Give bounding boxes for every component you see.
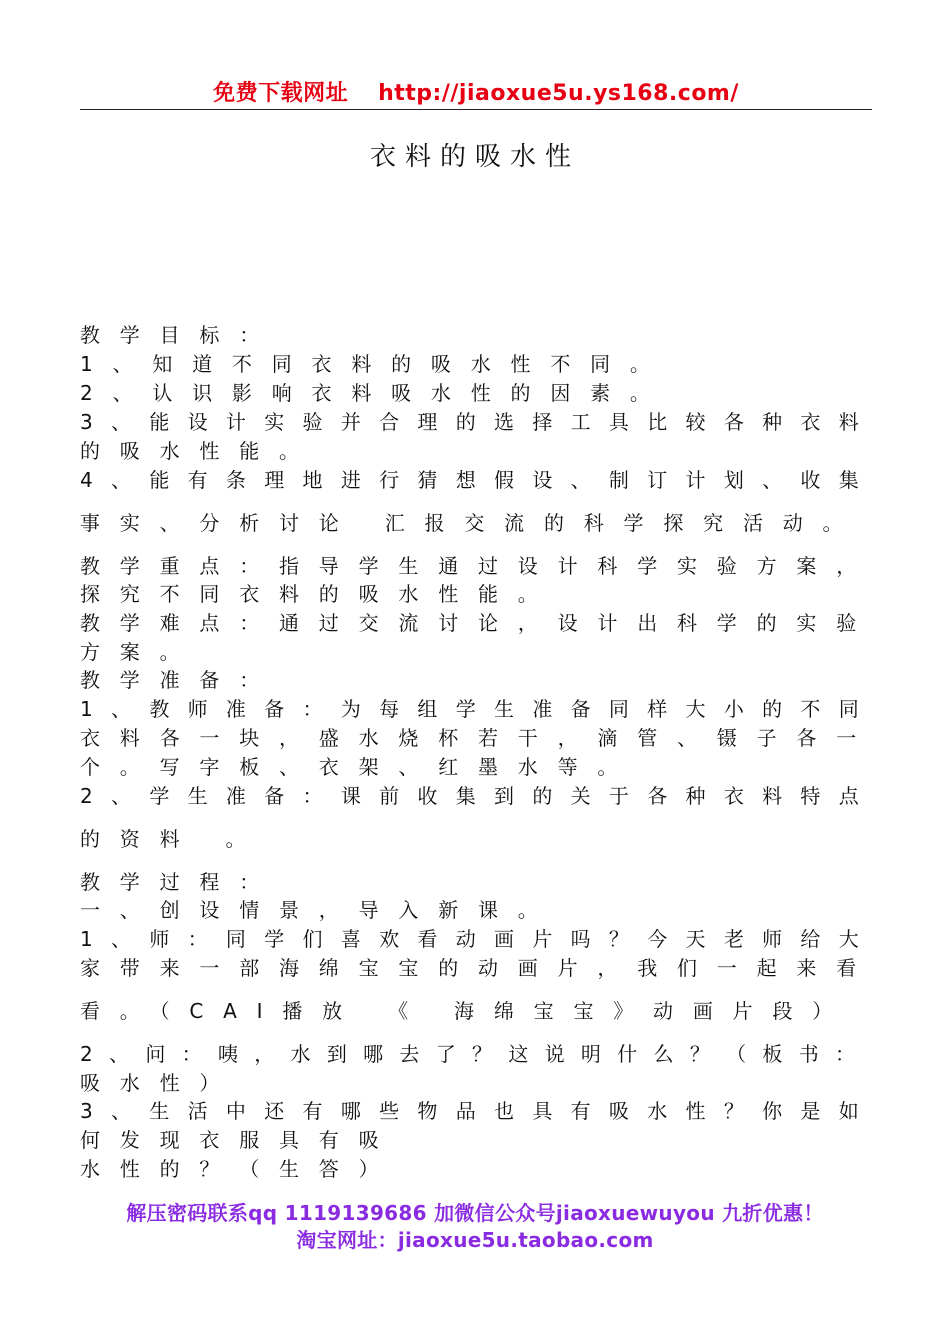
text-line: 衣料各一块，盛水烧杯若干，滴管、镊子各一 <box>80 726 876 750</box>
text-line: 的资料 。 <box>80 827 266 851</box>
text-line: 3、能设计实验并合理的选择工具比较各种衣料 <box>80 410 878 434</box>
text-line-key-points: 教学重点：指导学生通过设计科学实验方案， <box>80 554 876 578</box>
text-line: 水性的？（生答） <box>80 1157 399 1181</box>
text-line: 1、师：同学们喜欢看动画片吗？今天老师给大 <box>80 927 878 951</box>
text-line: 何发现衣服具有吸 <box>80 1128 399 1152</box>
text-line-difficulties: 教学难点：通过交流讨论，设计出科学的实验 <box>80 611 876 635</box>
text-line: 方案。 <box>80 640 200 664</box>
text-line-objectives-heading: 教学目标： <box>80 323 279 347</box>
header-url-link[interactable]: http://jiaoxue5u.ys168.com/ <box>378 81 739 106</box>
footer-shop-link[interactable]: 淘宝网址：jiaoxue5u.taobao.com <box>296 1228 654 1252</box>
text-line: 2、认识影响衣料吸水性的因素。 <box>80 381 670 405</box>
text-line: 家带来一部海绵宝宝的动画片，我们一起来看 <box>80 956 876 980</box>
text-line: 2、学生准备：课前收集到的关于各种衣料特点 <box>80 784 878 808</box>
document-title: 衣料的吸水性 <box>369 142 580 172</box>
text-line: 探究不同衣料的吸水性能。 <box>80 582 558 606</box>
text-line: 1、知道不同衣料的吸水性不同。 <box>80 352 670 376</box>
text-line: 事实、分析讨论 汇报交流的科学探究活动。 <box>80 511 863 535</box>
text-line: 看。（CAI播放 《 海绵宝宝》动画片段） <box>80 999 853 1023</box>
text-line: 2、问：咦，水到哪去了？这说明什么？（板书： <box>80 1042 872 1066</box>
text-line: 吸水性） <box>80 1071 240 1095</box>
text-line-process-heading: 教学过程： <box>80 870 279 894</box>
text-line: 个。写字板、衣架、红墨水等。 <box>80 755 638 779</box>
text-line: 的吸水性能。 <box>80 439 319 463</box>
text-line: 1、教师准备：为每组学生准备同样大小的不同 <box>80 697 878 721</box>
footer-contact: 解压密码联系qq 1119139686 加微信公众号jiaoxuewuyou 九折优惠！ <box>126 1201 824 1225</box>
header-label: 免费下载网址 <box>213 81 349 106</box>
text-line-preparation-heading: 教学准备： <box>80 668 279 692</box>
page-header <box>80 76 872 110</box>
text-line: 4、能有条理地进行猜想假设、制订计划、收集 <box>80 468 878 492</box>
text-line: 3、生活中还有哪些物品也具有吸水性？你是如 <box>80 1099 878 1123</box>
text-line: 一、创设情景，导入新课。 <box>80 898 558 922</box>
